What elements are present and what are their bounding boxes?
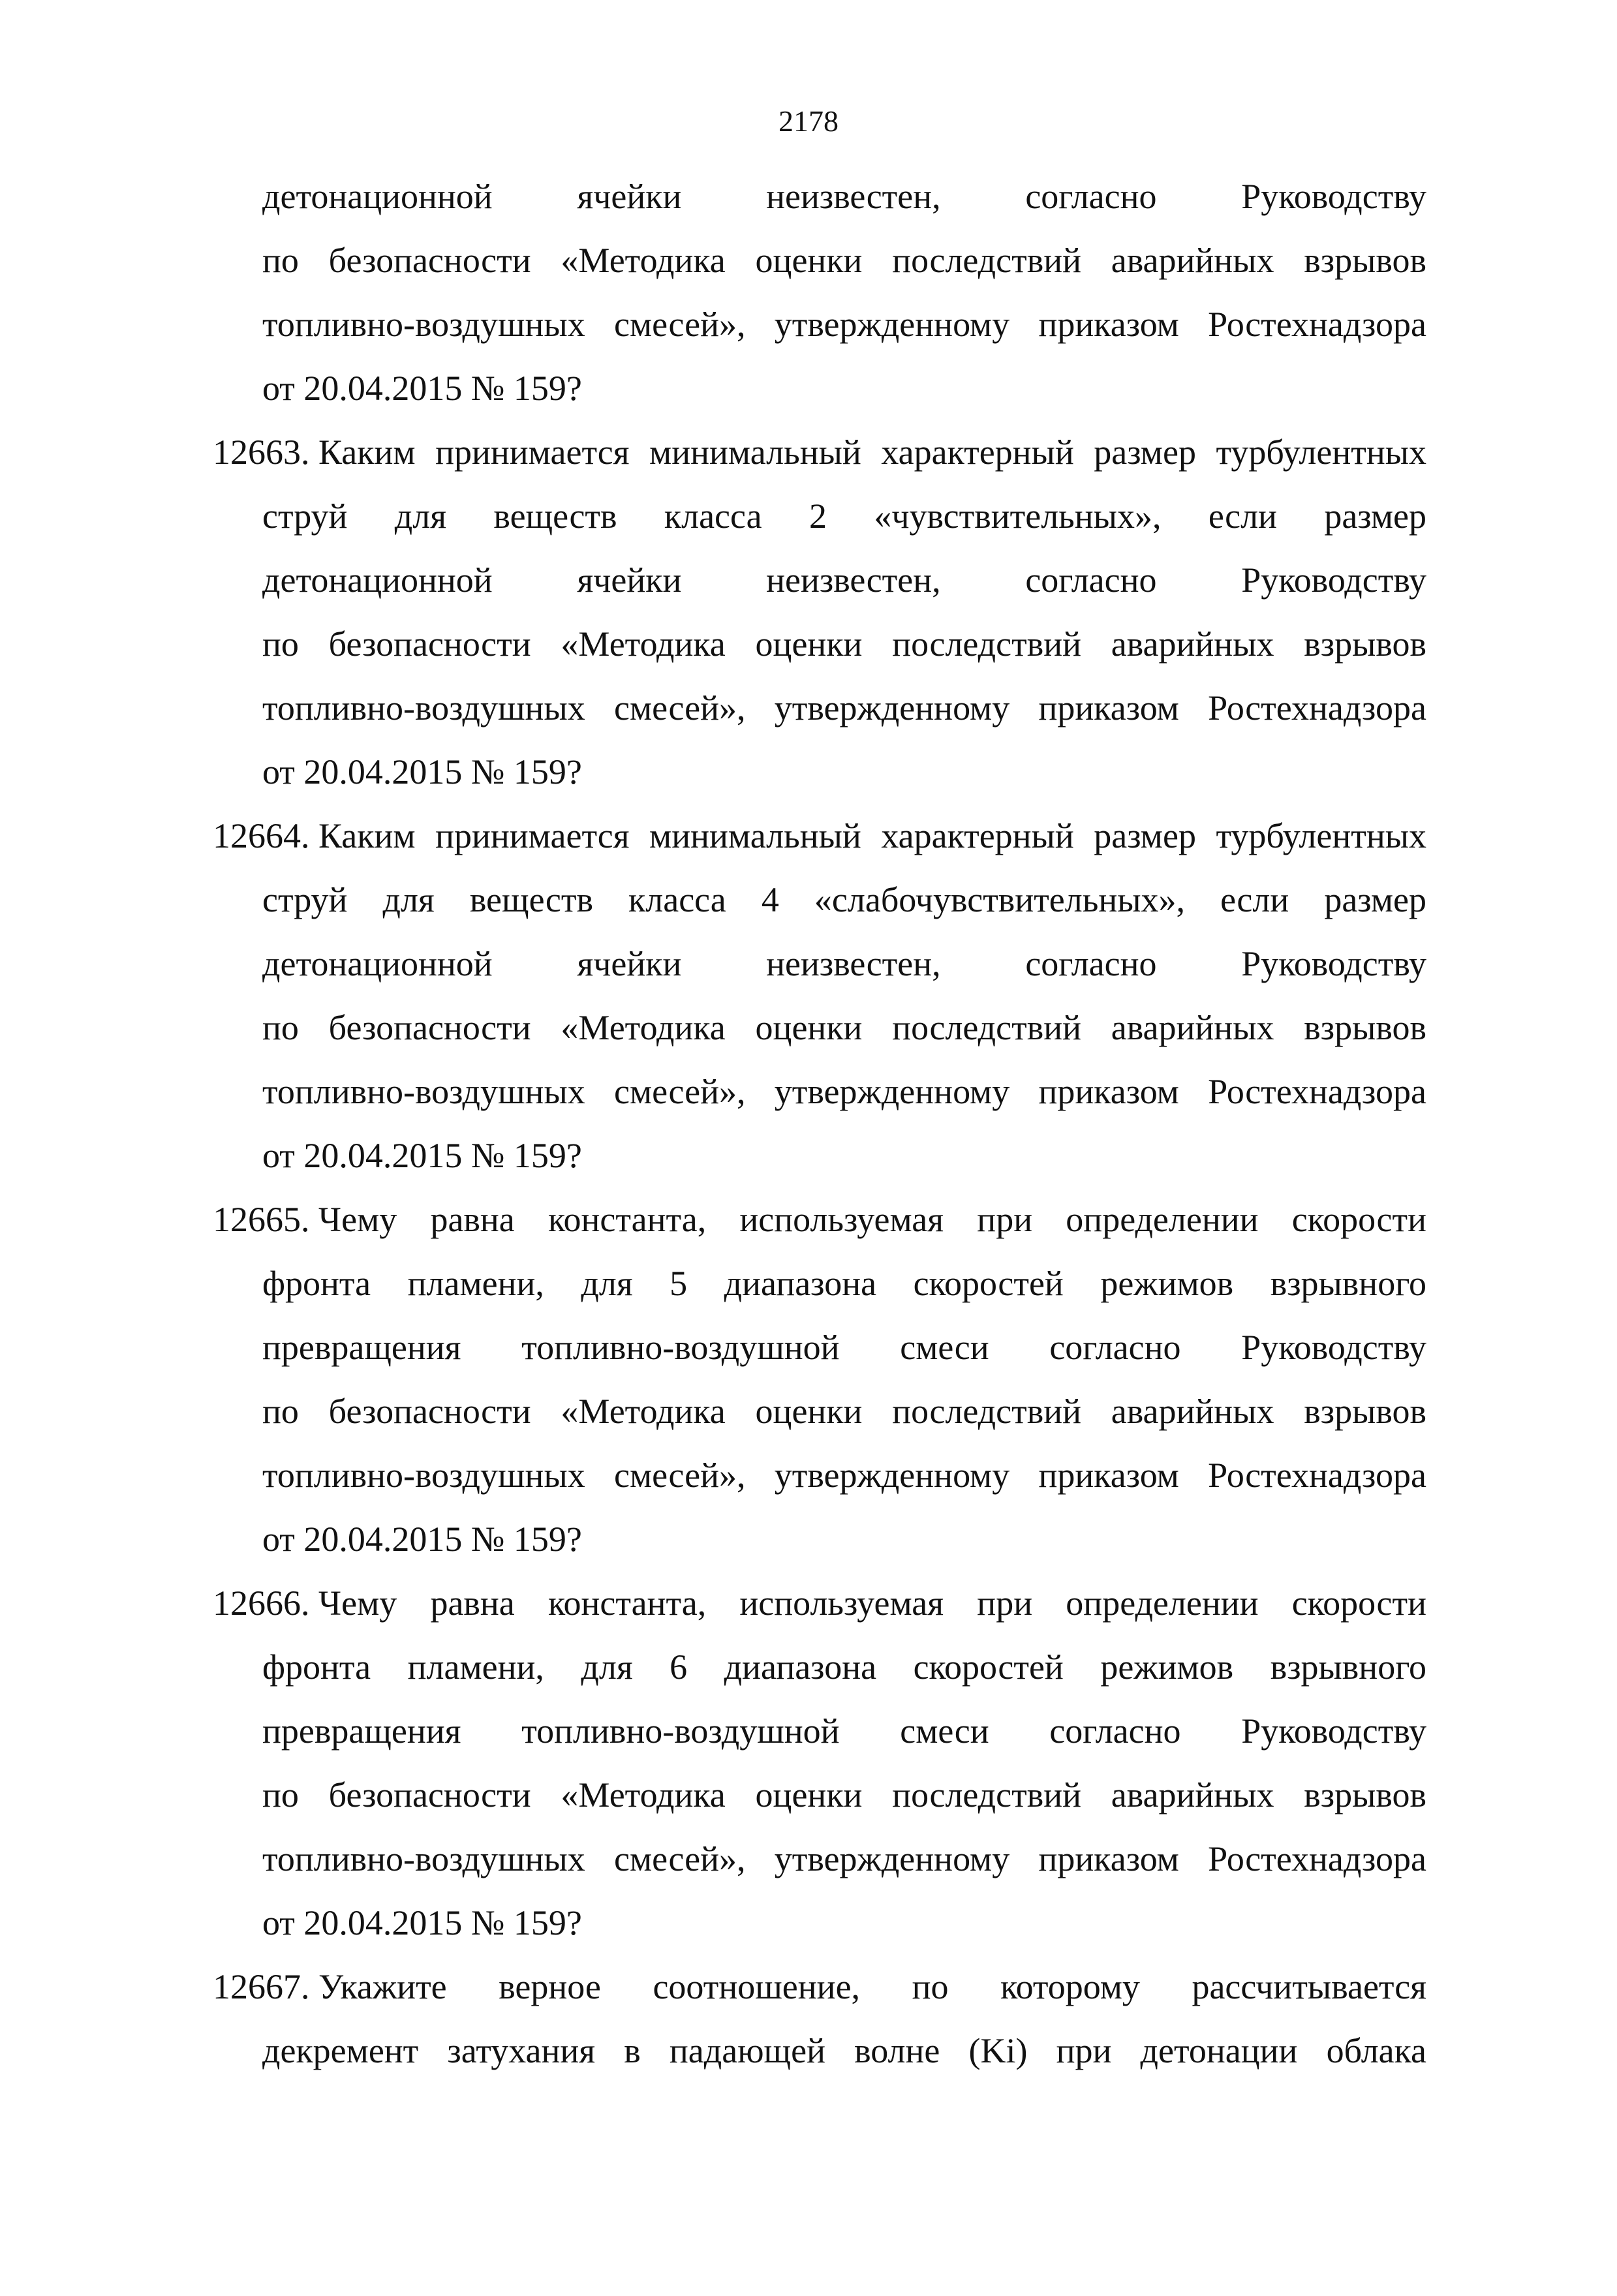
text-line: декремент затухания в падающей волне (Ki) при детонации облака — [262, 2031, 1426, 2070]
question-number: 12663. — [213, 433, 310, 472]
text-line: Укажите верное соотношение, по которому рассчитывается — [318, 1967, 1426, 2006]
text-line: топливно-воздушных смесей», утвержденному приказом Ростехнадзора — [262, 1072, 1426, 1111]
text-line: фронта пламени, для 6 диапазона скоростей режимов взрывного — [262, 1647, 1426, 1687]
text-line: Каким принимается минимальный характерный размер турбулентных — [318, 433, 1426, 472]
text-line: по безопасности «Методика оценки последствий аварийных взрывов — [262, 624, 1426, 664]
text-line: Каким принимается минимальный характерный размер турбулентных — [318, 816, 1426, 855]
text-line: от 20.04.2015 № 159? — [262, 1903, 582, 1942]
question-item — [213, 1571, 1426, 1955]
text-line: топливно-воздушных смесей», утвержденному приказом Ростехнадзора — [262, 1839, 1426, 1878]
question-item — [213, 1955, 1426, 2083]
text-line: от 20.04.2015 № 159? — [262, 369, 582, 408]
text-line: по безопасности «Методика оценки последствий аварийных взрывов — [262, 1775, 1426, 1814]
questions-list — [213, 164, 1426, 2083]
text-line: от 20.04.2015 № 159? — [262, 1520, 582, 1559]
text-line: от 20.04.2015 № 159? — [262, 752, 582, 791]
continued-question — [262, 164, 1426, 420]
question-item — [213, 420, 1426, 804]
text-line: фронта пламени, для 5 диапазона скоростей режимов взрывного — [262, 1264, 1426, 1303]
text-line: топливно-воздушных смесей», утвержденному приказом Ростехнадзора — [262, 1456, 1426, 1495]
question-item — [213, 1187, 1426, 1571]
text-line: струй для веществ класса 2 «чувствительных», если размер — [262, 497, 1426, 536]
question-number: 12667. — [213, 1967, 310, 2006]
question-number: 12666. — [213, 1584, 310, 1623]
question-number: 12664. — [213, 816, 310, 855]
text-line: по безопасности «Методика оценки последствий аварийных взрывов — [262, 241, 1426, 280]
text-line: топливно-воздушных смесей», утвержденному приказом Ростехнадзора — [262, 688, 1426, 727]
text-line: топливно-воздушных смесей», утвержденному приказом Ростехнадзора — [262, 305, 1426, 344]
text-line: струй для веществ класса 4 «слабочувствительных», если размер — [262, 880, 1426, 919]
question-number: 12665. — [213, 1200, 310, 1239]
text-line: Чему равна константа, используемая при определении скорости — [318, 1584, 1426, 1623]
text-line: детонационной ячейки неизвестен, согласно Руководству — [262, 560, 1426, 600]
text-line: Чему равна константа, используемая при определении скорости — [318, 1200, 1426, 1239]
page-number: 2178 — [778, 104, 839, 138]
text-line: детонационной ячейки неизвестен, согласно Руководству — [262, 944, 1426, 983]
question-item — [213, 804, 1426, 1187]
text-line: по безопасности «Методика оценки последствий аварийных взрывов — [262, 1392, 1426, 1431]
text-line: по безопасности «Методика оценки последствий аварийных взрывов — [262, 1008, 1426, 1047]
text-line: детонационной ячейки неизвестен, согласно Руководству — [262, 177, 1426, 216]
text-line: от 20.04.2015 № 159? — [262, 1136, 582, 1175]
text-line: превращения топливно-воздушной смеси согласно Руководству — [262, 1711, 1426, 1751]
text-line: превращения топливно-воздушной смеси согласно Руководству — [262, 1328, 1426, 1367]
